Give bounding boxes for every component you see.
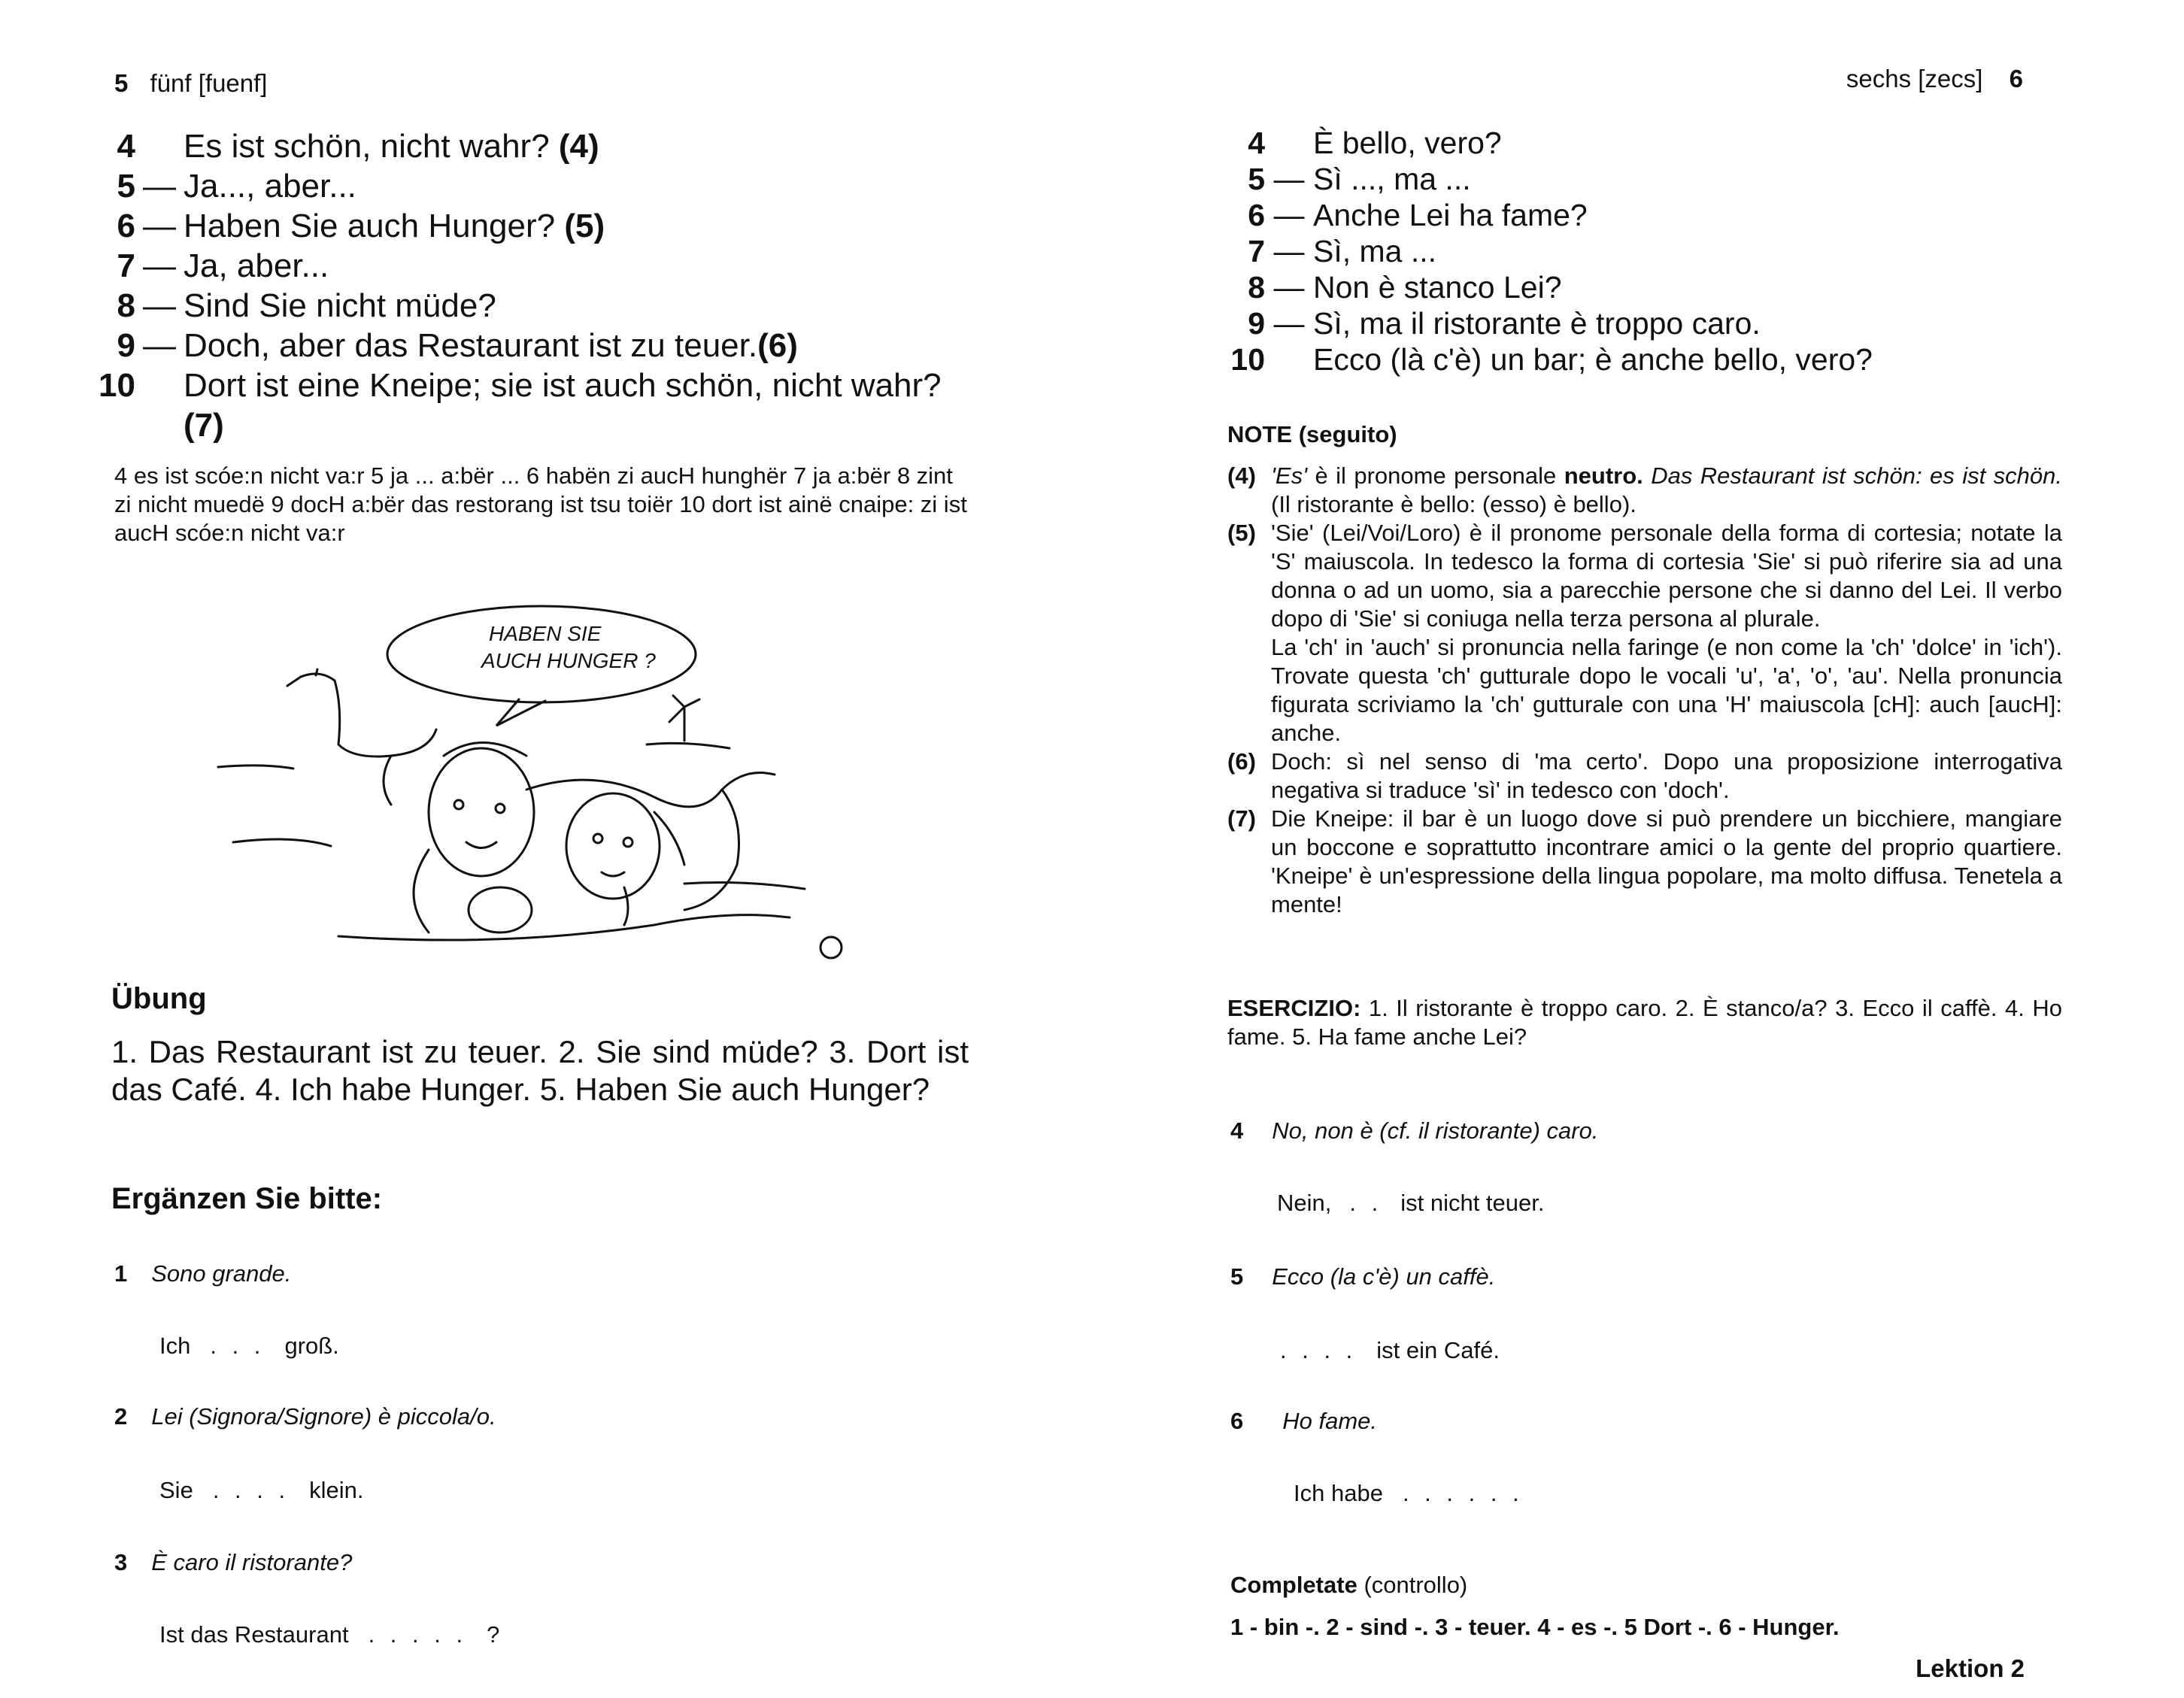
dialogue-line: 5 — Ja..., aber... (117, 168, 356, 205)
note-6: (6) Doch: sì nel senso di 'ma certo'. Dopo una proposizione interrogativa negativa si traduce 'sì' in tedesco con 'doch'. (1227, 748, 2062, 803)
right-page (1092, 0, 2184, 1698)
dialogue-line: 7 — Sì, ma ... (1248, 234, 1437, 268)
note-title: NOTE (seguito) (1227, 421, 1397, 447)
note-5: (5) 'Sie' (Lei/Voi/Loro) è il pronome personale della forma di cortesia; notate la 'S' maiuscola. In tedesco la forma di cortesia 'Sie' si può riferire sia ad una donna o ad un uomo, sia a parecchie persone che si danno del Lei. Il verbo dopo di 'Sie' si coniuga nella terza persona al plurale. La 'ch' in 'auch' si pronuncia nella faringe (e non come la 'ch' 'dolce' in 'ich'). Trovate questa 'ch' gutturale dopo le vocali 'u', 'a', 'o', 'au'. Nella pronuncia figurata scriviamo la 'ch' gutturale con una 'H' maiuscola [cH]: auch [aucH]: anche. (1227, 520, 2062, 746)
dialogue-line: 6 — Haben Sie auch Hunger? (5) (117, 208, 605, 244)
notes-block (1227, 462, 2062, 919)
dialogue-line: 9 — Doch, aber das Restaurant ist zu teuer.(6) (117, 327, 798, 364)
dialogue-line: 6 — Anche Lei ha fame? (1248, 198, 1588, 232)
left-page-header (114, 69, 267, 98)
exercise-item-5: 5 Ecco (la c'è) un caffè. (1230, 1263, 1496, 1290)
cartoon-drawing (203, 594, 872, 963)
page-number: 5 (114, 69, 129, 97)
dialogue-line: 4 Es ist schön, nicht wahr? (4) (117, 128, 599, 165)
dialogue-line: 9 — Sì, ma il ristorante è troppo caro. (1248, 306, 1761, 341)
right-page-header (1846, 65, 2023, 93)
uebung-text: 1. Das Restaurant ist zu teuer. 2. Sie sind müde? 3. Dort ist das Café. 4. Ich habe Hunger. 5. Haben Sie auch Hunger? (111, 1034, 969, 1107)
page-number: 6 (2009, 65, 2023, 92)
dialogue-line: 4 È bello, vero? (1248, 126, 1502, 160)
dialogue-line: 10 Dort ist eine Kneipe; sie ist auch schön, nicht wahr? (7) (99, 367, 942, 444)
italian-dialogue (1212, 125, 2077, 378)
exercise-item-2: 2 Lei (Signora/Signore) è piccola/o. (114, 1403, 496, 1430)
exercise-answer-3: Ist das Restaurant . . . . . ? (159, 1621, 500, 1648)
page-word: fünf [fuenf] (150, 69, 268, 97)
erganzen-title: Ergänzen Sie bitte: (111, 1182, 383, 1215)
completate-answers: 1 - bin -. 2 - sind -. 3 - teuer. 4 - es -. 5 Dort -. 6 - Hunger. (1230, 1614, 1840, 1640)
exercise-item-6: 6 Ho fame. (1230, 1408, 1378, 1434)
dialogue-line: 5 — Sì ..., ma ... (1248, 162, 1471, 196)
note-4: (4) 'Es' è il pronome personale neutro. Das Restaurant ist schön: es ist schön. (Il ristorante è bello: (esso) è bello). (1227, 462, 2063, 517)
exercise-answer-1: Ich . . . groß. (159, 1333, 339, 1359)
dialogue-line: 7 — Ja, aber... (117, 247, 329, 284)
exercise-item-1: 1 Sono grande. (114, 1260, 292, 1287)
uebung-title: Übung (111, 982, 207, 1015)
speech-line-2: AUCH HUNGER ? (481, 649, 656, 672)
exercise-answer-2: Sie . . . . klein. (159, 1477, 364, 1503)
exercise-answer-4: Nein, . . ist nicht teuer. (1277, 1190, 1545, 1216)
german-dialogue (83, 126, 970, 445)
exercise-answer-6: Ich habe . . . . . . (1294, 1480, 1524, 1506)
exercise-answer-5: . . . . ist ein Café. (1280, 1337, 1500, 1363)
cartoon-illustration (203, 594, 872, 963)
speech-line-1: HABEN SIE (489, 622, 602, 645)
page-word: sechs [zecs] (1846, 65, 1983, 92)
note-7: (7) Die Kneipe: il bar è un luogo dove si può prendere un bicchiere, mangiare un boccone e soprattutto incontrare amici o la gente del proprio quartiere. 'Kneipe' è un'espressione della lingua popolare, ma molto diffusa. Tenetela a mente! (1227, 805, 2062, 917)
dialogue-line: 8 — Sind Sie nicht müde? (117, 287, 496, 324)
dialogue-line: 8 — Non è stanco Lei? (1248, 270, 1562, 305)
phonetic-transcription: 4 es ist scóe:n nicht va:r 5 ja ... a:bër ... 6 habën zi aucH hunghër 7 ja a:bër 8 zint zi nicht muedë 9 docH a:bër das restorang ist tsu toiër 10 dort ist ainë cnaipe: zi ist aucH scóe:n nicht va:r (114, 462, 967, 546)
lesson-footer: Lektion 2 (1916, 1654, 2025, 1682)
exercise-item-3: 3 È caro il ristorante? (114, 1549, 353, 1575)
exercise-item-4: 4 No, non è (cf. il ristorante) caro. (1230, 1117, 1599, 1144)
completate-title: Completate (controllo) (1230, 1572, 1468, 1598)
dialogue-line: 10 Ecco (là c'è) un bar; è anche bello, vero? (1230, 342, 1873, 377)
esercizio-block: ESERCIZIO: 1. Il ristorante è troppo caro. 2. È stanco/a? 3. Ecco il caffè. 4. Ho fame. 5. Ha fame anche Lei? (1227, 995, 2062, 1050)
